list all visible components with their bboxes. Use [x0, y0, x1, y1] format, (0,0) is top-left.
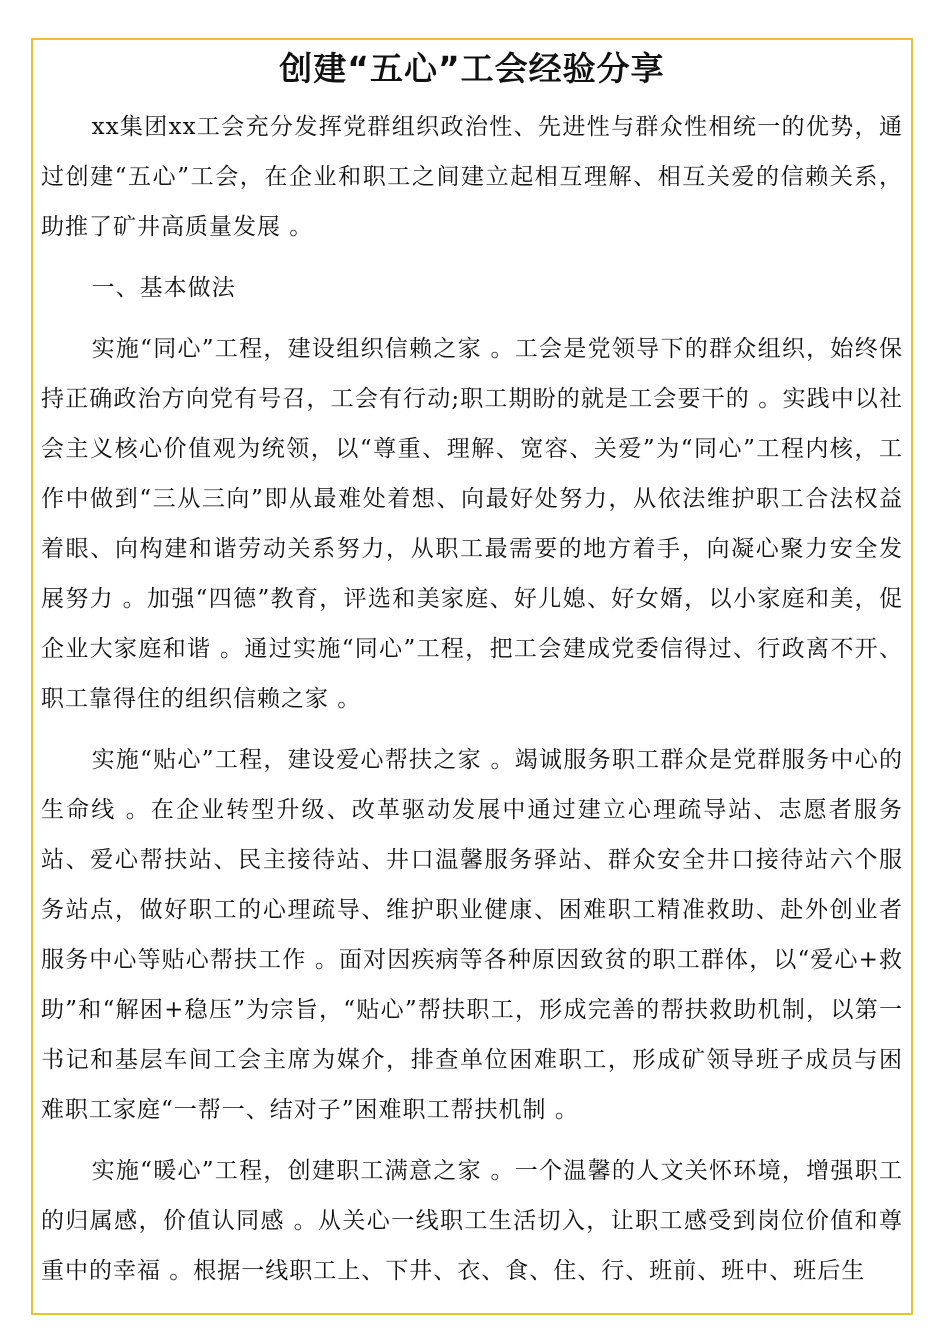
- section-heading: 一、基本做法: [91, 275, 236, 301]
- intro-paragraph: xx集团xx工会充分发挥党群组织政治性、先进性与群众性相统一的优势，通过创建“五心”工会，在企业和职工之间建立起相互理解、相互关爱的信赖关系，助推了矿井高质量发展 。: [41, 114, 903, 240]
- body-paragraph-tiexin: 实施“贴心”工程，建设爱心帮扶之家 。竭诚服务职工群众是党群服务中心的生命线 。在企业转型升级、改革驱动发展中通过建立心理疏导站、志愿者服务站、爱心帮扶站、民主接待站、井口温馨服务驿站、群众安全井口接待站六个服务站点，做好职工的心理疏导、维护职业健康、困难职工精准救助、赴外创业者服务中心等贴心帮扶工作 。面对因疾病等各种原因致贫的职工群体，以“爱心+救助”和“解困+稳压”为宗旨，“贴心”帮扶职工，形成完善的帮扶救助机制，以第一书记和基层车间工会主席为媒介，排查单位困难职工，形成矿领导班子成员与困难职工家庭“一帮一、结对子”困难职工帮扶机制 。: [41, 747, 903, 1123]
- document-body: [33, 92, 911, 1296]
- body-paragraph-tongxin: 实施“同心”工程，建设组织信赖之家 。工会是党领导下的群众组织，始终保持正确政治方向党有号召，工会有行动;职工期盼的就是工会要干的 。实践中以社会主义核心价值观为统领，以“尊重、理解、宽容、关爱”为“同心”工程内核，工作中做到“三从三向”即从最难处着想、向最好处努力，从依法维护职工合法权益着眼、向构建和谐劳动关系努力，从职工最需要的地方着手，向凝心聚力安全发展努力 。加强“四德”教育，评选和美家庭、好儿媳、好女婿，以小家庭和美，促企业大家庭和谐 。通过实施“同心”工程，把工会建成党委信得过、行政离不开、职工靠得住的组织信赖之家 。: [41, 336, 903, 712]
- document-page: [31, 38, 913, 1315]
- document-title: 创建“五心”工会经验分享: [279, 49, 665, 88]
- body-paragraph-nuanxin: 实施“暖心”工程，创建职工满意之家 。一个温馨的人文关怀环境，增强职工的归属感，价值认同感 。从关心一线职工生活切入，让职工感受到岗位价值和尊重中的幸福 。根据一线职工上、下井、衣、食、住、行、班前、班中、班后生: [41, 1158, 903, 1284]
